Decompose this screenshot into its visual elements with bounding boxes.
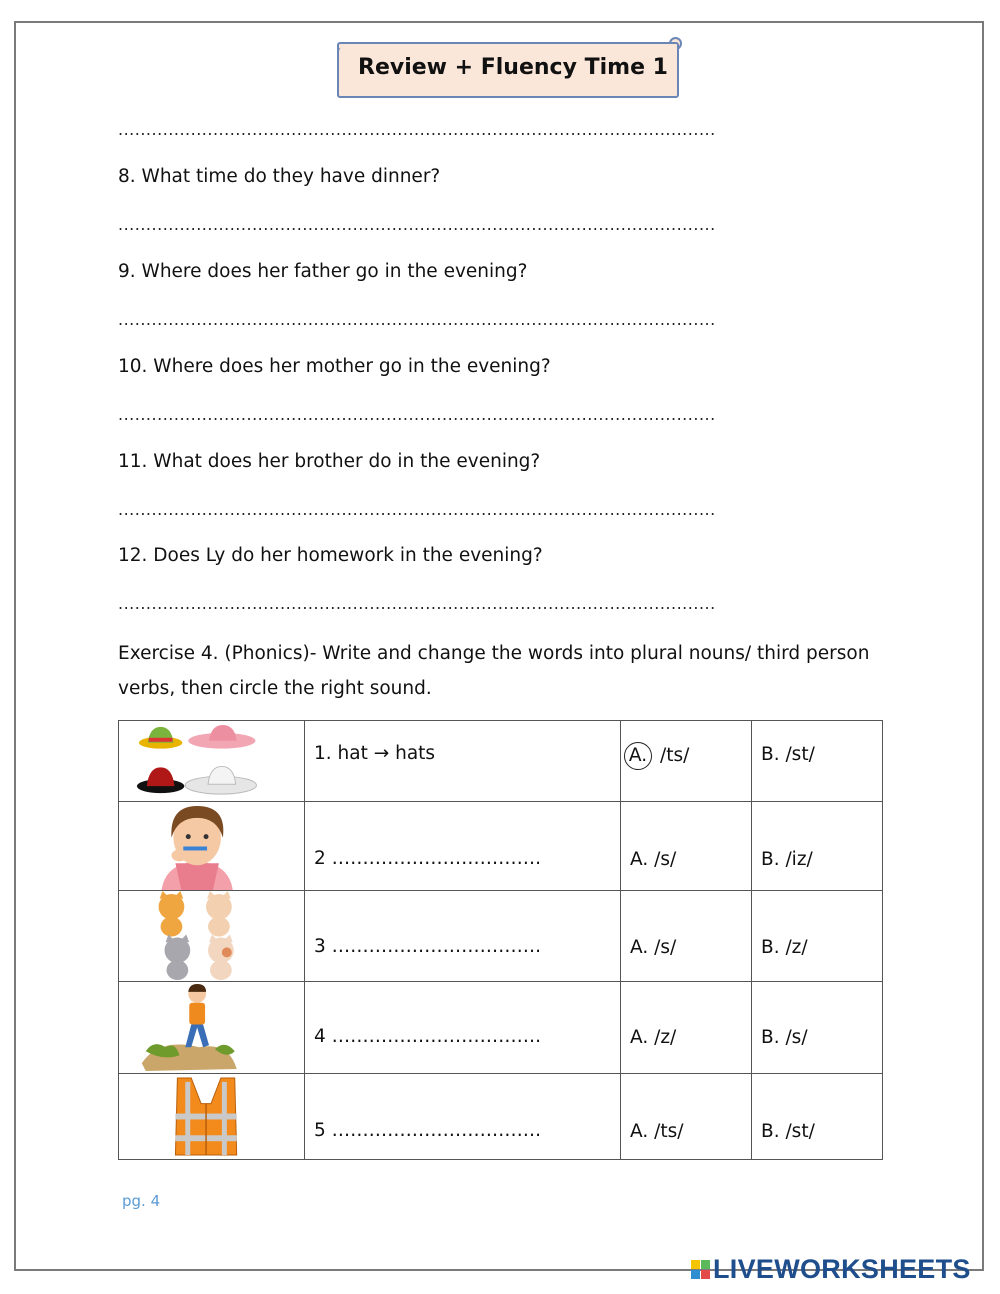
picture-cell (119, 891, 305, 982)
table-row (119, 721, 883, 802)
girl-brushing-teeth-picture (119, 802, 304, 890)
answer-line[interactable]: ........................................................................................................... (118, 310, 716, 329)
answer-cell[interactable] (305, 891, 621, 982)
phonics-table (118, 720, 883, 1160)
question-10: 10. Where does her mother go in the evening? (118, 356, 551, 377)
prompt-text: 4 ……………………………. (314, 1026, 542, 1047)
option-b-cell[interactable] (752, 891, 883, 982)
answer-cell[interactable] (305, 982, 621, 1074)
vest-picture (119, 1074, 304, 1159)
table-row (119, 1074, 883, 1160)
prompt-text: 3 ……………………………. (314, 936, 542, 957)
picture-cell (119, 802, 305, 891)
answer-cell[interactable] (305, 1074, 621, 1160)
hats-picture (119, 721, 304, 801)
option-a-text: A. /s/ (630, 937, 677, 958)
question-9: 9. Where does her father go in the evening? (118, 261, 528, 282)
option-b-text: B. /st/ (761, 1121, 815, 1142)
question-8: 8. What time do they have dinner? (118, 166, 441, 187)
page-number: pg. 4 (122, 1192, 161, 1210)
option-a-cell[interactable] (621, 1074, 752, 1160)
option-b-text: B. /st/ (761, 744, 815, 765)
liveworksheets-logo[interactable] (691, 1254, 971, 1284)
boy-walking-picture (119, 982, 304, 1073)
option-b-cell[interactable] (752, 802, 883, 891)
option-a-sound: /ts/ (660, 745, 690, 766)
option-b-cell[interactable] (752, 721, 883, 802)
option-a-text: A. /z/ (630, 1027, 677, 1048)
option-a-cell[interactable] (621, 802, 752, 891)
prompt-text: 2 ……………………………. (314, 848, 542, 869)
option-a-cell[interactable] (621, 891, 752, 982)
option-b-text: B. /z/ (761, 937, 808, 958)
answer-line[interactable]: ........................................................................................................... (118, 215, 716, 234)
answer-cell[interactable] (305, 721, 621, 802)
prompt-text: 1. hat → hats (314, 743, 436, 764)
picture-cell (119, 1074, 305, 1160)
answer-cell[interactable] (305, 802, 621, 891)
option-b-cell[interactable] (752, 1074, 883, 1160)
picture-cell (119, 721, 305, 802)
option-b-text: B. /iz/ (761, 849, 813, 870)
option-a-cell[interactable] (621, 721, 752, 802)
prompt-text: 5 ……………………………. (314, 1120, 542, 1141)
question-12: 12. Does Ly do her homework in the evening? (118, 545, 543, 566)
question-11: 11. What does her brother do in the evening? (118, 451, 541, 472)
option-a-text (624, 742, 689, 770)
option-a-cell[interactable] (621, 982, 752, 1074)
cats-picture (119, 891, 304, 981)
answer-line[interactable]: ........................................................................................................... (118, 594, 716, 613)
table-row (119, 802, 883, 891)
logo-icon (691, 1260, 710, 1279)
answer-line[interactable]: ........................................................................................................... (118, 500, 716, 519)
answer-line[interactable]: ........................................................................................................... (118, 120, 716, 139)
answer-line[interactable]: ........................................................................................................... (118, 405, 716, 424)
option-a-text: A. /s/ (630, 849, 677, 870)
table-row (119, 891, 883, 982)
logo-text: LIVEWORKSHEETS (713, 1253, 971, 1284)
option-b-text: B. /s/ (761, 1027, 808, 1048)
page-title: Review + Fluency Time 1 (358, 55, 668, 80)
picture-cell (119, 982, 305, 1074)
circle-mark: A. (624, 742, 652, 770)
table-row (119, 982, 883, 1074)
option-a-text: A. /ts/ (630, 1121, 684, 1142)
option-b-cell[interactable] (752, 982, 883, 1074)
exercise-instructions: Exercise 4. (Phonics)- Write and change the words into plural nouns/ third person verbs, then circle the right sound. (118, 643, 870, 699)
